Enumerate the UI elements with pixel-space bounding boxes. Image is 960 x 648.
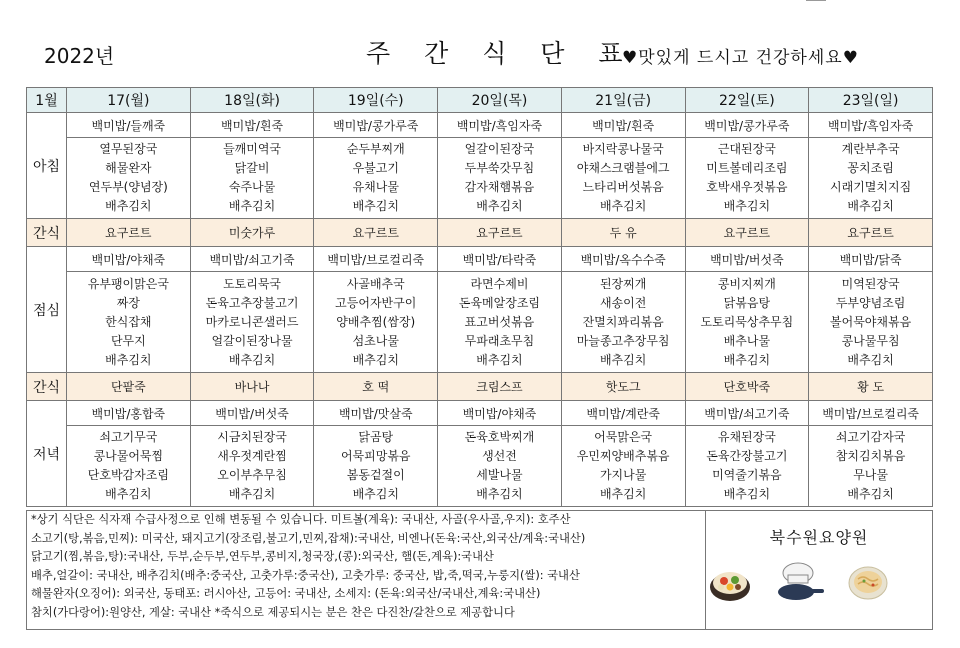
dishes-cell — [67, 272, 191, 373]
snack-cell: 요구르트 — [67, 219, 191, 247]
day-header: 19일(수) — [314, 88, 438, 113]
dish-item: 마늘종고추장무침 — [576, 333, 670, 348]
meal-label-snack2: 간식 — [27, 373, 67, 401]
dish-item: 근대된장국 — [717, 142, 776, 156]
dish-item: 유채된장국 — [717, 430, 776, 444]
day-header: 20일(목) — [438, 88, 562, 113]
note-line: 참치(가다랑어):원양산, 게살: 국내산 *죽식으로 제공되시는 분은 찬은 다진찬/갈찬으로 제공합니다 — [31, 605, 515, 619]
dish-item: 닭볶음탕 — [723, 295, 771, 310]
porridge-cell: 백미밥/옥수수죽 — [561, 247, 685, 272]
dish-item: 볼어묵야채볶음 — [830, 314, 912, 329]
snack-cell: 두 유 — [561, 219, 685, 247]
dish-item: 한식잡채 — [105, 314, 152, 329]
dish-item: 표고버섯볶음 — [464, 314, 535, 329]
dish-item: 배추김치 — [847, 487, 894, 501]
dish-item: 돈육간장불고기 — [706, 449, 788, 463]
year-label: 2022년 — [44, 44, 115, 68]
snack-cell: 요구르트 — [314, 219, 438, 247]
snack-cell: 요구르트 — [809, 219, 933, 247]
dish-item: 배추김치 — [599, 487, 647, 501]
dish-item: 배추김치 — [352, 199, 399, 213]
dish-item: 배추김치 — [723, 352, 771, 367]
snack-cell: 핫도그 — [561, 373, 685, 401]
dish-item: 돈육호박찌개 — [464, 430, 535, 444]
dish-item: 열무된장국 — [99, 142, 158, 156]
dish-item: 무파래초무침 — [464, 333, 535, 348]
dishes-cell — [809, 426, 933, 507]
dishes-cell — [314, 272, 438, 373]
dish-item: 고등어자반구이 — [335, 295, 417, 310]
page-title: 주 간 식 단 표 — [366, 39, 636, 68]
dish-item: 시래기멸치지짐 — [830, 180, 912, 194]
dish-item: 배추김치 — [599, 199, 647, 213]
dish-item: 봄동겉절이 — [346, 468, 405, 482]
porridge-cell: 백미밥/흰죽 — [561, 113, 685, 138]
dish-item: 콩비지찌개 — [717, 276, 776, 291]
dishes-cell — [561, 138, 685, 219]
dish-item: 생선전 — [482, 449, 517, 463]
dish-item: 유부팽이맑은국 — [87, 276, 169, 291]
dish-item: 돈육메알장조림 — [458, 295, 541, 310]
porridge-cell: 백미밥/야채죽 — [67, 247, 191, 272]
dish-item: 배추김치 — [228, 352, 276, 367]
note-line: 배추,얼갈이: 국내산, 배추김치(배추:중국산, 고춧가루:중국산), 고춧가루: 중국산, 밥,죽,떡국,누룽지(쌀): 국내산 — [31, 568, 580, 582]
dish-item: 섬초나물 — [352, 333, 399, 348]
dishes-cell — [561, 272, 685, 373]
day-header: 18일(화) — [190, 88, 314, 113]
porridge-cell: 백미밥/쇠고기죽 — [685, 401, 809, 426]
dish-item: 배추김치 — [847, 199, 894, 213]
snack-cell: 요구르트 — [438, 219, 562, 247]
dish-item: 감자채햄볶음 — [464, 180, 535, 194]
dish-item: 쇠고기감자국 — [835, 430, 906, 444]
dish-item: 배추김치 — [476, 199, 523, 213]
dish-item: 닭곰탕 — [358, 430, 394, 444]
dish-item: 콩나물무침 — [841, 333, 900, 348]
note-line: 소고기(탕,볶음,민찌): 미국산, 돼지고기(장조림,불고기,민찌,잡채):국내산, 비엔나(돈육:국산,외국산/계육:국내산) — [31, 531, 586, 545]
dish-item: 유채나물 — [352, 180, 399, 194]
dishes-cell — [438, 138, 562, 219]
dish-item: 꽁치조림 — [847, 161, 894, 175]
dish-item: 닭갈비 — [234, 161, 270, 175]
porridge-cell: 백미밥/브로컬리죽 — [314, 247, 438, 272]
dish-item: 계란부추국 — [841, 142, 900, 156]
snack2-row — [27, 373, 933, 401]
dish-item: 미역줄기볶음 — [712, 468, 782, 482]
snack-cell: 단팥죽 — [67, 373, 191, 401]
weekly-menu-table — [26, 87, 933, 507]
dish-item: 무나물 — [853, 468, 888, 482]
dish-item: 단무지 — [110, 333, 146, 348]
porridge-cell: 백미밥/흑임자죽 — [438, 113, 562, 138]
dish-item: 야채스크램블에그 — [576, 161, 670, 175]
dish-item: 된장찌개 — [599, 276, 647, 291]
dish-item: 라면수제비 — [470, 276, 529, 291]
dishes-cell — [190, 138, 314, 219]
day-header: 22일(토) — [685, 88, 809, 113]
snack-cell: 단호박죽 — [685, 373, 809, 401]
dishes-cell — [685, 272, 809, 373]
dishes-cell — [685, 138, 809, 219]
dish-item: 우민찌양배추볶음 — [576, 449, 670, 463]
lunch-dishes-row — [27, 272, 933, 373]
noodle-bowl-icon — [846, 563, 890, 603]
dish-item: 짜장 — [116, 295, 140, 310]
dish-item: 해물완자 — [105, 161, 152, 175]
dish-item: 배추나물 — [723, 333, 771, 348]
breakfast-dishes-row — [27, 138, 933, 219]
dish-item: 가지나물 — [599, 468, 647, 482]
dish-item: 돈육고추장불고기 — [205, 295, 299, 310]
day-header: 21일(금) — [561, 88, 685, 113]
dish-item: 얼갈이된장나물 — [211, 333, 293, 348]
dish-item: 배추김치 — [723, 199, 771, 213]
day-header: 17(월) — [67, 88, 191, 113]
dish-item: 어묵피망볶음 — [340, 449, 411, 463]
porridge-cell: 백미밥/닭죽 — [809, 247, 933, 272]
dish-item: 양배추찜(쌈장) — [336, 314, 416, 329]
porridge-cell: 백미밥/들깨죽 — [67, 113, 191, 138]
porridge-cell: 백미밥/홍합죽 — [67, 401, 191, 426]
snack-cell: 요구르트 — [685, 219, 809, 247]
dish-item: 배추김치 — [105, 487, 152, 501]
institution-name: 북수원요양원 — [769, 528, 869, 547]
meal-label-snack1: 간식 — [27, 219, 67, 247]
note-line: *상기 식단은 식자재 수급사정으로 인해 변동될 수 있습니다. 미트볼(계육): 국내산, 사골(우사골,우지): 호주산 — [31, 513, 571, 526]
dish-item: 배추김치 — [352, 487, 399, 501]
dish-item: 도토리묵국 — [223, 276, 282, 291]
snack1-row — [27, 219, 933, 247]
dish-item: 콩나물어묵찜 — [93, 449, 164, 463]
day-header: 23일(일) — [809, 88, 933, 113]
dinner-porridge-row — [27, 401, 933, 426]
porridge-cell: 백미밥/브로컬리죽 — [809, 401, 933, 426]
lunch-porridge-row — [27, 247, 933, 272]
origin-notes — [26, 510, 706, 630]
dish-item: 두부양념조림 — [835, 295, 906, 310]
day-header-row — [27, 88, 933, 113]
dish-item: 배추김치 — [352, 352, 399, 367]
dishes-cell — [314, 426, 438, 507]
dish-item: 시금치된장국 — [217, 430, 287, 444]
dish-item: 도토리묵상추무침 — [700, 314, 794, 329]
dinner-dishes-row — [27, 426, 933, 507]
slogan: ♥맛있게 드시고 건강하세요♥ — [622, 48, 859, 68]
porridge-cell: 백미밥/쇠고기죽 — [190, 247, 314, 272]
porridge-cell: 백미밥/계란죽 — [561, 401, 685, 426]
porridge-cell: 백미밥/버섯죽 — [685, 247, 809, 272]
dish-item: 참치김치볶음 — [835, 449, 906, 463]
dish-item: 우불고기 — [352, 161, 399, 175]
meal-label-breakfast: 아침 — [27, 113, 67, 219]
dish-item: 배추김치 — [105, 352, 152, 367]
dish-item: 바지락콩나물국 — [582, 142, 664, 156]
dishes-cell — [67, 138, 191, 219]
note-line: 닭고기(찜,볶음,탕):국내산, 두부,순두부,연두부,콩비지,청국장,(콩):외국산, 햄(돈,계육):국내산 — [31, 550, 494, 563]
dishes-cell — [809, 138, 933, 219]
porridge-cell: 백미밥/흑임자죽 — [809, 113, 933, 138]
dish-item: 느타리버섯볶음 — [582, 180, 664, 194]
meal-label-lunch: 점심 — [27, 247, 67, 373]
dish-item: 사골배추국 — [346, 276, 405, 291]
snack-cell: 바나나 — [190, 373, 314, 401]
chef-hat-pan-icon — [772, 559, 824, 605]
dish-item: 새송이전 — [599, 295, 647, 310]
dish-item: 단호박감자조림 — [87, 468, 169, 482]
dish-item: 새우젓계란찜 — [217, 449, 287, 463]
dish-item: 배추김치 — [228, 487, 276, 501]
dish-item: 배추김치 — [228, 199, 276, 213]
dish-item: 숙주나물 — [228, 180, 276, 194]
dish-item: 오이부추무침 — [217, 468, 287, 482]
dish-item: 들깨미역국 — [223, 142, 282, 156]
porridge-cell: 백미밥/맛살죽 — [314, 401, 438, 426]
snack-cell: 미숫가루 — [190, 219, 314, 247]
dish-item: 잔멸치꽈리볶음 — [582, 314, 664, 329]
month-cell: 1월 — [27, 88, 67, 113]
porridge-cell: 백미밥/타락죽 — [438, 247, 562, 272]
porridge-cell: 백미밥/흰죽 — [190, 113, 314, 138]
dish-item: 배추김치 — [847, 352, 894, 367]
top-divider — [806, 0, 826, 1]
meal-label-dinner: 저녁 — [27, 401, 67, 507]
breakfast-porridge-row — [27, 113, 933, 138]
snack-cell: 크림스프 — [438, 373, 562, 401]
dish-item: 연두부(양념장) — [88, 180, 168, 194]
dishes-cell — [190, 272, 314, 373]
institution-box — [706, 510, 933, 630]
dishes-cell — [314, 138, 438, 219]
dish-item: 배추김치 — [476, 487, 523, 501]
dishes-cell — [438, 272, 562, 373]
porridge-cell: 백미밥/버섯죽 — [190, 401, 314, 426]
dish-item: 순두부찌개 — [346, 142, 405, 156]
porridge-cell: 백미밥/콩가루죽 — [685, 113, 809, 138]
dish-item: 배추김치 — [105, 199, 152, 213]
dish-item: 쇠고기무국 — [99, 430, 158, 444]
dish-item: 미역된장국 — [841, 276, 900, 291]
dish-item: 배추김치 — [476, 352, 523, 367]
dishes-cell — [685, 426, 809, 507]
snack-cell: 황 도 — [809, 373, 933, 401]
bibimbap-icon — [706, 561, 754, 605]
porridge-cell: 백미밥/야채죽 — [438, 401, 562, 426]
note-line: 해물완자(오징어): 외국산, 동태포: 러시아산, 고등어: 국내산, 소세지: (돈육:외국산/국내산,계육:국내산) — [31, 587, 541, 600]
dish-item: 어묵맑은국 — [594, 430, 653, 444]
porridge-cell: 백미밥/콩가루죽 — [314, 113, 438, 138]
dishes-cell — [438, 426, 562, 507]
dish-item: 마카로니콘샐러드 — [205, 314, 299, 329]
dish-item: 두부쑥갓무침 — [464, 161, 535, 175]
dish-item: 얼갈이된장국 — [464, 142, 535, 156]
dish-item: 호박새우젓볶음 — [706, 180, 788, 194]
dish-item: 세발나물 — [476, 468, 523, 482]
dishes-cell — [67, 426, 191, 507]
dish-item: 배추김치 — [599, 352, 647, 367]
dishes-cell — [809, 272, 933, 373]
dishes-cell — [561, 426, 685, 507]
snack-cell: 호 떡 — [314, 373, 438, 401]
dishes-cell — [190, 426, 314, 507]
dish-item: 미트볼데리조림 — [706, 161, 788, 175]
dish-item: 배추김치 — [723, 487, 771, 501]
